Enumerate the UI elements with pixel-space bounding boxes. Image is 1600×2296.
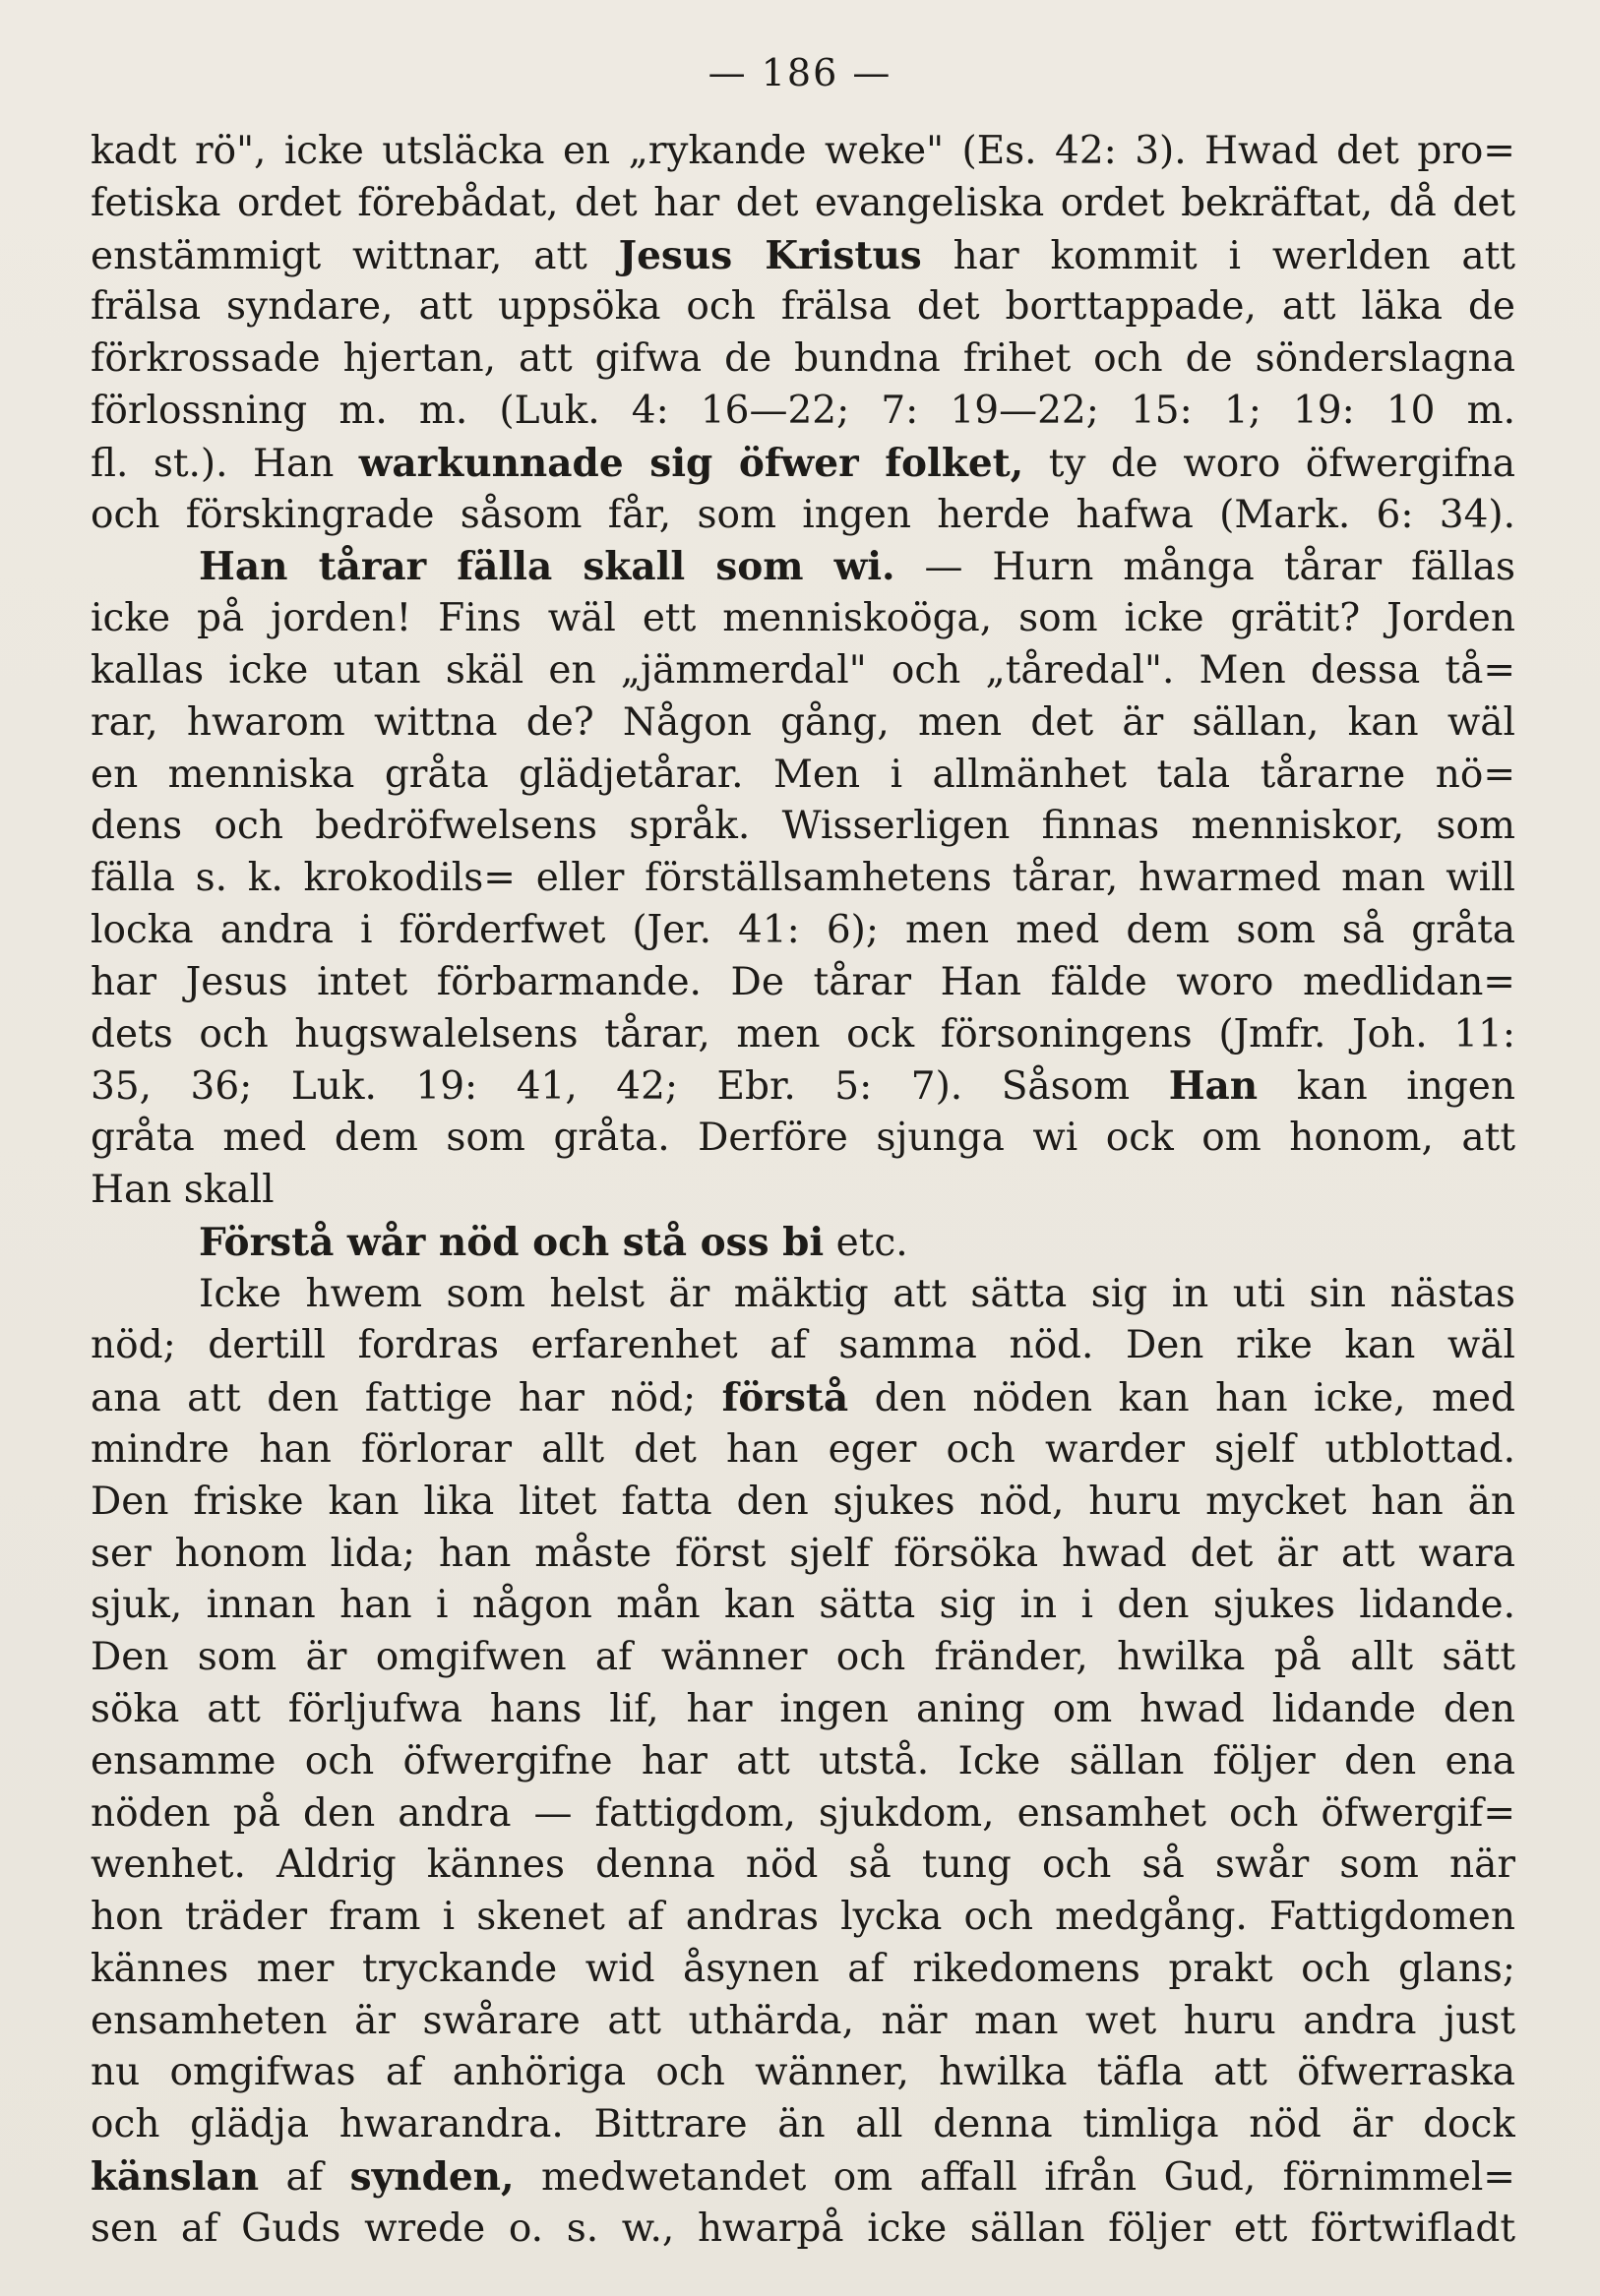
text-run: — Hurn många tårar fällas [894,545,1515,590]
text-run: medwetandet om affall ifrån Gud, förnimmel= [514,2155,1515,2201]
text-run: etc. [824,1220,908,1265]
text-run: ser honom lida; han måste först sjelf försöka hwad det är att wara [91,1531,1515,1576]
text-line [91,386,1515,438]
text-run: frälsa syndare, att uppsöka och frälsa det borttappade, att läka de [91,284,1515,330]
text-line [91,1165,1515,1217]
text-line [91,1736,1515,1788]
text-run: rar, hwarom wittna de? Någon gång, men det är sällan, kan wäl [91,699,1515,745]
text-run: kallas icke utan skäl en „jämmerdal" och „tåredal". Men dessa tå= [91,647,1515,693]
text-run: hon träder fram i skenet af andras lycka och medgång. Fattigdomen [91,1895,1515,1940]
emphasized-text: warkunnade sig öfwer folket, [358,440,1024,486]
text-run: dens och bedröfwelsens språk. Wisserligen finnas menniskor, som [91,804,1515,849]
text-line [91,2151,1515,2204]
text-run: ana att den fattige har nöd; [91,1376,722,1421]
text-run: gråta med dem som gråta. Derföre sjunga wi ock om honom, att [91,1116,1515,1161]
text-line [91,1217,1515,1269]
text-run: nöden på den andra — fattigdom, sjukdom, ensamhet och öfwergif= [91,1790,1515,1836]
emphasized-text: Jesus Kristus [618,232,922,278]
emphasized-text: Förstå wår nöd och stå oss bi [199,1219,825,1265]
text-line [91,645,1515,697]
text-run: locka andra i förderfwet (Jer. 41: 6); men med dem som så gråta [91,907,1515,952]
text-line [91,541,1515,593]
text-line [91,1788,1515,1841]
text-line [91,853,1515,905]
text-line [91,957,1515,1009]
text-line [91,333,1515,386]
text-line [91,750,1515,802]
text-run: fälla s. k. krokodils= eller förställsamhetens tårar, hwarmed man will [91,856,1515,901]
text-line [91,1840,1515,1892]
text-line [91,1477,1515,1529]
text-run: den nöden kan han icke, med [848,1376,1515,1421]
text-run: förkrossade hjertan, att gifwa de bundna frihet och de sönderslagna [91,336,1515,382]
text-run: mindre han förlorar allt det han eger och warder sjelf utblottad. [91,1426,1515,1472]
body-text [91,126,1515,2256]
text-run: 35, 36; Luk. 19: 41, 42; Ebr. 5: 7). Såsom [91,1064,1169,1110]
text-run: en menniska gråta glädjetårar. Men i allmänhet tala tårarne nö= [91,752,1515,797]
text-run: och glädja hwarandra. Bittrare än all denna timliga nöd är dock [91,2102,1515,2147]
text-run: ty de woro öfwergifna [1023,441,1515,486]
text-run: kadt rö", icke utsläcka en „rykande weke" (Es. 42: 3). Hwad det pro= [91,129,1515,173]
text-line [91,593,1515,645]
text-line [91,178,1515,230]
text-line [91,1372,1515,1424]
text-line [91,126,1515,178]
text-run: kan ingen [1258,1064,1515,1110]
text-line [91,1113,1515,1165]
text-run: nu omgifwas af anhöriga och wänner, hwilka täfla att öfwerraska [91,2050,1515,2095]
text-run: Den friske kan lika litet fatta den sjukes nöd, huru mycket han än [91,1479,1515,1524]
text-run: fl. st.). Han [91,441,359,486]
text-line [91,1892,1515,1944]
text-run: Han skall [91,1167,275,1212]
text-run: Den som är omgifwen af wänner och fränder, hwilka på allt sätt [91,1635,1515,1680]
text-line [91,438,1515,490]
text-line [91,230,1515,282]
emphasized-text: Han [1168,1063,1259,1110]
text-line [91,905,1515,957]
emphasized-text: synden, [349,2154,515,2201]
text-line [91,1269,1515,1321]
text-line [91,801,1515,853]
text-run: söka att förljufwa hans lif, har ingen aning om hwad lidande den [91,1686,1515,1731]
text-line [91,1944,1515,1996]
text-run: dets och hugswalelsens tårar, men ock försoningens (Jmfr. Joh. 11: [91,1011,1515,1057]
text-run: har kommit i werlden att [921,233,1515,278]
text-line [91,1529,1515,1581]
text-run: ensamheten är swårare att uthärda, när man wet huru andra just [91,1998,1515,2043]
emphasized-text: förstå [721,1375,849,1421]
text-line [91,1632,1515,1684]
text-run: har Jesus intet förbarmande. De tårar Han fälde woro medlidan= [91,959,1515,1004]
text-run: wenhet. Aldrig kännes denna nöd så tung och så swår som när [91,1843,1515,1888]
text-run: sen af Guds wrede o. s. w., hwarpå icke sällan följer ett förtwifladt [91,2205,1515,2251]
text-line [91,2047,1515,2099]
text-run: kännes mer tryckande wid åsynen af rikedomens prakt och glans; [91,1946,1515,1991]
text-run: förlossning m. m. (Luk. 4: 16—22; 7: 19—22; 15: 1; 19: 10 m. [91,388,1515,433]
text-line [91,1060,1515,1113]
text-run: icke på jorden! Fins wäl ett menniskoöga, som icke grätit? Jorden [91,596,1515,641]
text-line [91,1424,1515,1477]
text-line [91,1320,1515,1372]
text-line [91,281,1515,333]
text-run: Icke hwem som helst är mäktig att sätta sig in uti sin nästas [199,1271,1515,1316]
text-run: nöd; dertill fordras erfarenhet af samma nöd. Den rike kan wäl [91,1323,1515,1368]
text-run: och förskingrade såsom får, som ingen herde hafwa (Mark. 6: 34). [91,492,1515,537]
text-run: sjuk, innan han i någon mån kan sätta sig in i den sjukes lidande. [91,1583,1515,1628]
text-run: fetiska ordet förebådat, det har det evangeliska ordet bekräftat, då det [91,180,1515,225]
text-line [91,1684,1515,1736]
text-line [91,2204,1515,2256]
text-line [91,697,1515,750]
text-line [91,1009,1515,1061]
text-run: af [259,2155,350,2201]
page-number: — 186 — [708,51,892,94]
text-line [91,2099,1515,2151]
text-run: ensamme och öfwergifne har att utstå. Icke sällan följer den ena [91,1738,1515,1783]
text-line [91,490,1515,542]
emphasized-text: Han tårar fälla skall som wi. [199,544,895,590]
text-run: enstämmigt wittnar, att [91,233,619,278]
text-line [91,1996,1515,2048]
text-line [91,1580,1515,1632]
emphasized-text: känslan [91,2154,260,2201]
